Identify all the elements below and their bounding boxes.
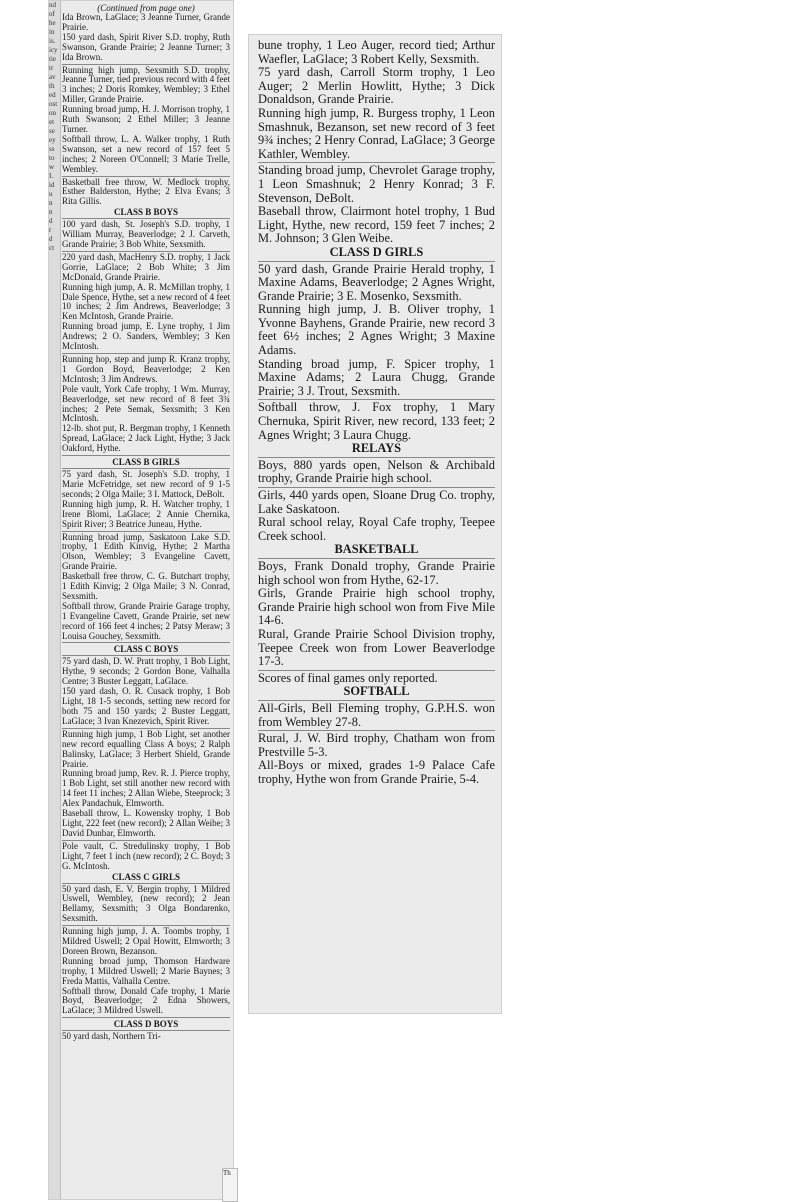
adjacent-column-edge-text [49, 1, 61, 1199]
edge-fragment: on [49, 109, 56, 117]
result-paragraph: 75 yard dash, Carroll Storm trophy, 1 Leo Auger; 2 Merlin Howlitt, Hythe; 3 Dick Donaldson, Grande Prairie. [258, 65, 495, 107]
result-paragraph: 50 yard dash, Northern Tri- [62, 1031, 161, 1042]
section-heading: CLASS B GIRLS [112, 457, 180, 468]
edge-fragment: d [49, 235, 53, 243]
section-heading: SOFTBALL [343, 684, 410, 699]
result-paragraph: Softball throw, Grande Prairie Garage trophy, 1 Evangeline Cavett, Grande Prairie, set new record of 166 feet 4 inches; 2 Patsy Meraw; 3 Louisa Gouchey, Sexsmith. [62, 600, 230, 641]
result-paragraph: Standing broad jump, Chevrolet Garage trophy, 1 Leon Smashnuk; 2 Henry Konrad; 3 F. Stevenson, DeBolt. [258, 163, 495, 205]
result-paragraph: Running broad jump, E. Lyne trophy, 1 Jim Andrews; 2 O. Sanders, Wembley; 3 Ken McIntosh. [62, 321, 230, 352]
left-column-text [62, 3, 230, 1042]
result-paragraph: Running high jump, R. Burgess trophy, 1 Leon Smashnuk, Bezanson, set new record of 3 feet 9¾ inches; 2 Henry Conrad, LaGlace; 3 George Kathler, Wembley. [258, 105, 495, 161]
result-paragraph: Girls, 440 yards open, Sloane Drug Co. trophy, Lake Saskatoon. [258, 488, 495, 516]
edge-fragment: av [49, 73, 56, 81]
result-paragraph: 75 yard dash, D. W. Pratt trophy, 1 Bob Light, Hythe, 9 seconds; 2 Gordon Bone, Valhalla Centre; 3 Buster Leggatt, LaGlace. [62, 656, 230, 687]
edge-fragment: he [49, 19, 56, 27]
result-paragraph: Baseball throw, Clairmont hotel trophy, 1 Bud Light, Hythe, new record, 159 feet 7 inches; 2 M. Johnson; 3 Glen Weibe. [258, 204, 495, 246]
result-paragraph: Rural, J. W. Bird trophy, Chatham won from Prestville 5-3. [258, 731, 495, 759]
result-paragraph: 150 yard dash, O. R. Cusack trophy, 1 Bob Light, 18 1-5 seconds, setting new record for both 75 and 150 yards; 2 Buster Leggatt, LaGlace; 3 Ivan Knezevich, Spirit River. [62, 686, 230, 726]
result-paragraph: Basketball free throw, C. G. Butchart trophy, 1 Edith Kinvig; 2 Olga Maile; 3 N. Conrad, Sexsmith. [62, 571, 230, 601]
edge-fragment: icy [49, 46, 58, 54]
result-paragraph: Running broad jump, Thomson Hardware trophy, 1 Mildred Uswell; 2 Marie Baynes; 3 Freda Mattis, Valhalla Centre. [62, 955, 230, 986]
result-paragraph: 100 yard dash, St. Joseph's S.D. trophy, 1 William Murray, Beaverlodge; 2 J. Carveth, Grande Prairie; 3 Bob White, Sexsmith. [62, 219, 230, 250]
edge-fragment: u [49, 190, 53, 198]
result-paragraph: Running high jump, 1 Bob Light, set another new record equalling Class A boys; 2 Ralph Balinsky, LaGlace; 3 Herbert Shield, Grande Prairie. [62, 728, 230, 769]
section-heading: CLASS D GIRLS [329, 244, 424, 259]
edge-fragment: et [49, 118, 55, 126]
result-paragraph: Baseball throw, L. Kowensky trophy, 1 Bob Light, 222 feet (new record); 2 Allan Weibe; 3 David Dunbar, Elmworth. [62, 808, 230, 838]
result-paragraph: bune trophy, 1 Leo Auger, record tied; Arthur Waefler, LaGlace; 3 Robert Kelly, Sexsmith. [258, 38, 495, 66]
result-paragraph: All-Girls, Bell Fleming trophy, G.P.H.S. won from Wembley 27-8. [258, 700, 495, 729]
edge-fragment: to [49, 154, 55, 162]
result-paragraph: Running high jump, J. A. Toombs trophy, 1 Mildred Uswell; 2 Opal Howitt, Elmworth; 3 Doreen Brown, Bezanson. [62, 926, 230, 956]
left-column-clipping [48, 0, 234, 1200]
result-paragraph: Scores of final games only reported. [258, 670, 438, 685]
edge-fragment: w [49, 163, 55, 171]
result-paragraph: Running high jump, A. R. McMillan trophy, 1 Dale Spence, Hythe, set a new record of 4 feet 10 inches; 2 Jim Andrews, Beaverlodge; 3 Ken McIntosh, Grande Prairie. [62, 281, 230, 322]
edge-fragment: I. [49, 172, 54, 180]
result-paragraph: Softball throw, Donald Cafe trophy, 1 Marie Boyd, Beaverlodge; 2 Edna Showers, LaGlace; 3 Mildred Uswell. [62, 985, 230, 1016]
result-paragraph: Pole vault, C. Stredulinsky trophy, 1 Bob Light, 7 feet 1 inch (new record); 2 C. Boyd; 3 G. McIntosh. [62, 840, 230, 871]
continued-note: (Continued from page one) [97, 3, 195, 13]
section-heading: CLASS D BOYS [113, 1019, 179, 1030]
result-paragraph: Ida Brown, LaGlace; 3 Jeanne Turner, Grande Prairie. [62, 12, 230, 32]
column-rule [62, 642, 230, 643]
result-paragraph: Running high jump, J. B. Oliver trophy, 1 Yvonne Bayhens, Grande Prairie, new record 3 feet 6½ inches; 2 Agnes Wright; 3 Maxine Adams. [258, 302, 495, 358]
result-paragraph: 12-lb. shot put, R. Bergman trophy, 1 Kenneth Spread, LaGlace; 2 Jack Light, Hythe; 3 Jack Oakford, Hythe. [62, 423, 230, 454]
edge-fragment: se [49, 127, 55, 135]
right-column-clipping [248, 34, 502, 1014]
section-heading: CLASS B BOYS [113, 207, 179, 218]
result-paragraph: Basketball free throw, W. Medlock trophy, Esther Balderston, Hythe; 2 Elva Evans; 3 Rita Gillis. [62, 176, 230, 207]
result-paragraph: Running high jump, R. H. Watcher trophy, 1 Irene Blomi, LaGlace; 2 Annie Chernika, Spirit River; 3 Beatrice Juneau, Hythe. [62, 498, 230, 529]
result-paragraph: Running broad jump, Rev. R. J. Pierce trophy, 1 Bob Light, set still another new record with 14 feet 11 inches; 2 Allan Wiebe, Steeprock; 3 Alex Pandachuk, Elmworth. [62, 768, 230, 809]
result-paragraph: Rural, Grande Prairie School Division trophy, Teepee Creek won from Lower Beaverlodge 17-3. [258, 626, 495, 669]
side-fragment: Th [222, 1168, 238, 1202]
edge-fragment: of [49, 10, 55, 18]
edge-fragment: ct [49, 244, 55, 252]
edge-fragment: tr [49, 64, 54, 72]
edge-fragment: id [49, 181, 55, 189]
result-paragraph: 75 yard dash, St. Joseph's S.D. trophy, 1 Marie McFetridge, set new record of 9 1-5 seconds; 2 Olga Maile; 3 I. Mattock, DeBolt. [62, 469, 230, 499]
result-paragraph: All-Boys or mixed, grades 1-9 Palace Cafe trophy, Hythe won from Grande Prairie, 5-4. [258, 758, 495, 786]
section-heading: CLASS C BOYS [113, 644, 179, 655]
result-paragraph: Running broad jump, H. J. Morrison trophy, 1 Ruth Swanson; 2 Ethel Miller; 3 Jeanne Turner. [62, 104, 230, 134]
result-paragraph: Standing broad jump, F. Spicer trophy, 1 Maxine Adams; 2 Laura Chugg, Grande Prairie; 3 J. Trout, Sexsmith. [258, 356, 495, 398]
result-paragraph: 220 yard dash, MacHenry S.D. trophy, 1 Jack Gorrie, LaGlace; 2 Bob White; 3 Jim McDonald, Grande Prairie. [62, 251, 230, 282]
result-paragraph: Running broad jump, Saskatoon Lake S.D. trophy, 1 Edith Kinvig, Hythe; 2 Martha Olson, Wembley; 3 Evangeline Cavett, Grande Prairie. [62, 531, 230, 572]
result-paragraph: Running high jump, Sexsmith S.D. trophy, Jeanne Turner, tied previous record with 4 feet 3 inches; 2 Doris Romkey, Wembley; 3 Ethel Miller, Grande Prairie. [62, 64, 230, 105]
result-paragraph: 50 yard dash, Grande Prairie Herald trophy, 1 Maxine Adams, Beaverlodge; 2 Agnes Wright, Grande Prairie; 3 E. Mosenko, Sexsmith. [258, 261, 495, 303]
result-paragraph: Softball throw, L. A. Walker trophy, 1 Ruth Swanson, set a new record of 157 feet 5 inches; 2 Noreen O'Connell; 3 Marie Trelle, Wembley. [62, 133, 230, 174]
edge-fragment: r [49, 226, 52, 234]
edge-fragment: ost [49, 100, 58, 108]
edge-fragment: nd [49, 1, 56, 9]
right-column-text [258, 39, 495, 786]
section-heading: CLASS C GIRLS [111, 871, 181, 882]
result-paragraph: Boys, 880 yards open, Nelson & Archibald trophy, Grande Prairie high school. [258, 457, 495, 486]
result-paragraph: Rural school relay, Royal Cafe trophy, Teepee Creek school. [258, 515, 495, 543]
section-heading: RELAYS [351, 441, 402, 456]
result-paragraph: Boys, Frank Donald trophy, Grande Prairie high school won from Hythe, 62-17. [258, 558, 495, 587]
result-paragraph: Girls, Grande Prairie high school trophy, Grande Prairie high school won from Five Mile 14-6. [258, 586, 495, 628]
result-paragraph: Softball throw, J. Fox trophy, 1 Mary Chernuka, Spirit River, new record, 133 feet; 2 Agnes Wright; 3 Laura Chugg. [258, 400, 495, 442]
edge-fragment: ey [49, 136, 56, 144]
result-paragraph: Pole vault, York Cafe trophy, 1 Wm. Murray, Beaverlodge, set new record of 8 feet 3¾ inches; 2 Pete Semak, Sexsmith; 3 Ken McIntosh. [62, 383, 230, 424]
section-heading: BASKETBALL [334, 542, 419, 557]
edge-fragment: in [49, 28, 55, 36]
column-rule [62, 455, 230, 456]
edge-fragment: ss [49, 145, 55, 153]
result-paragraph: 150 yard dash, Spirit River S.D. trophy, Ruth Swanson, Grande Prairie; 2 Jeanne Turner; 3 Ida Brown. [62, 31, 230, 62]
edge-fragment: n [49, 199, 53, 207]
edge-fragment: ed [49, 91, 56, 99]
edge-fragment: is. [49, 37, 56, 45]
edge-fragment: th [49, 82, 55, 90]
edge-fragment: n [49, 208, 53, 216]
result-paragraph: 50 yard dash, E. V. Bergin trophy, 1 Mildred Uswell, Wembley, (new record); 2 Jean Bellamy, Sexsmith; 3 Olga Bondarenko, Sexsmith. [62, 883, 230, 924]
result-paragraph: Running hop, step and jump R. Kranz trophy, 1 Gordon Boyd, Beaverlodge; 2 Ken McIntosh; 3 Jim Andrews. [62, 354, 230, 384]
column-rule [62, 1017, 230, 1018]
edge-fragment: tie [49, 55, 56, 63]
edge-fragment: d [49, 217, 53, 225]
